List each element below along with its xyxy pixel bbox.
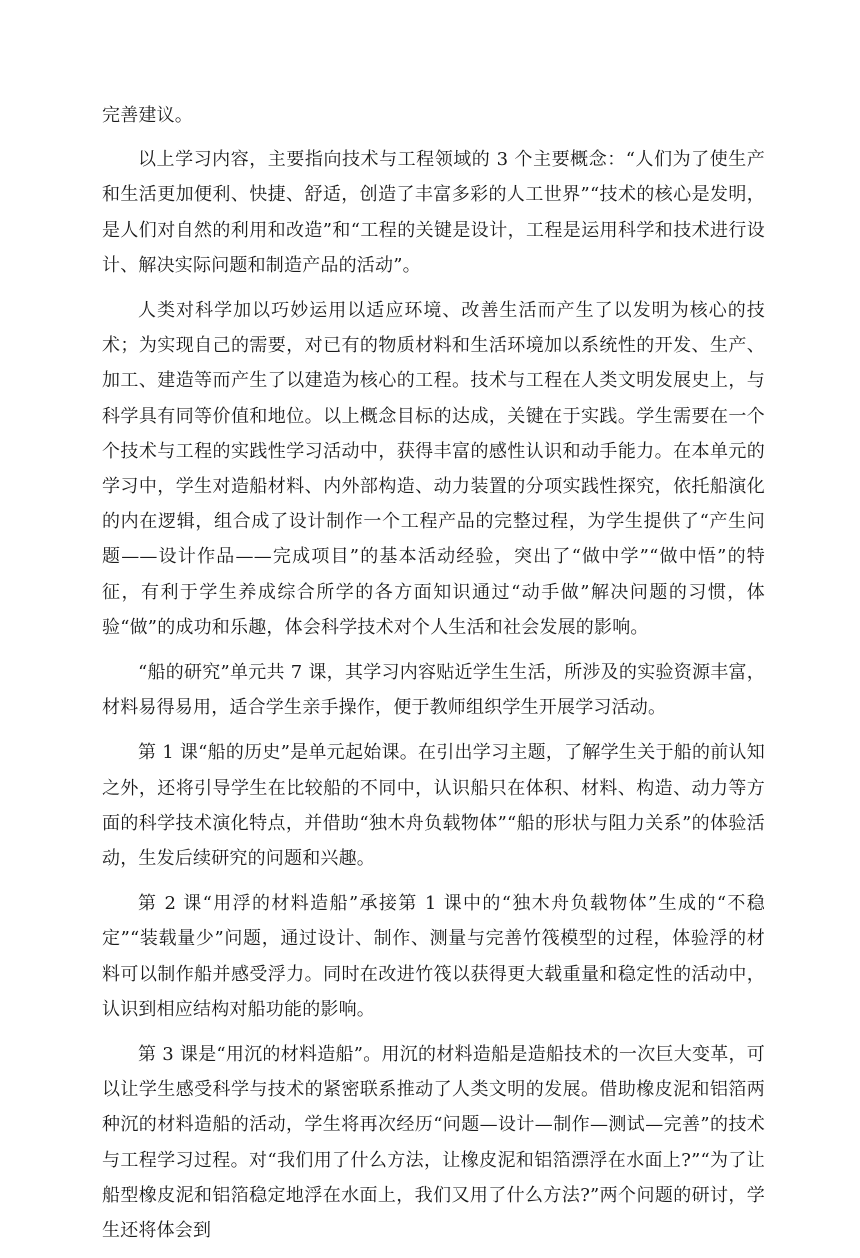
paragraph-lesson-3: 第 3 课是“用沉的材料造船”。用沉的材料造船是造船技术的一次巨大变革，可以让学生感受科学与技术的紧密联系推动了人类文明的发展。借助橡皮泥和铝箔两种沉的材料造船的活动，学生将再次经历“问题—设计—制作—测试—完善”的技术与工程学习过程。对“我们用了什么方法，让橡皮泥和铝箔漂浮在水面上?”“为了让船型橡皮泥和铝箔稳定地浮在水面上，我们又用了什么方法?”两个问题的研讨，学生还将体会到 <box>102 1044 765 1242</box>
paragraph-lesson-1: 第 1 课“船的历史”是单元起始课。在引出学习主题，了解学生关于船的前认知之外，还将引导学生在比较船的不同中，认识船只在体积、材料、构造、动力等方面的科学技术演化特点，并借助“独木舟负载物体”“船的形状与阻力关系”的体验活动，生发后续研究的问题和兴趣。 <box>102 742 765 870</box>
document-page <box>102 98 765 1258</box>
paragraph-continuation: 完善建议。 <box>102 105 193 126</box>
paragraph-concepts: 以上学习内容，主要指向技术与工程领域的 3 个主要概念：“人们为了使生产和生活更加便利、快捷、舒适，创造了丰富多彩的人工世界”“技术的核心是发明，是人们对自然的利用和改造”和“工程的关键是设计，工程是运用科学和技术进行设计、解决实际问题和制造产品的活动”。 <box>102 149 765 276</box>
paragraph-unit-overview: “船的研究”单元共 7 课，其学习内容贴近学生生活，所涉及的实验资源丰富，材料易得易用，适合学生亲手操作，便于教师组织学生开展学习活动。 <box>102 662 765 719</box>
paragraph-lesson-2: 第 2 课“用浮的材料造船”承接第 1 课中的“独木舟负载物体”生成的“不稳定”“装载量少”问题，通过设计、制作、测量与完善竹筏模型的过程，体验浮的材料可以制作船并感受浮力。同时在改进竹筏以获得更大载重量和稳定性的活动中，认识到相应结构对船功能的影响。 <box>102 893 765 1020</box>
paragraph-technology-engineering: 人类对科学加以巧妙运用以适应环境、改善生活而产生了以发明为核心的技术；为实现自己的需要，对已有的物质材料和生活环境加以系统性的开发、生产、加工、建造等而产生了以建造为核心的工程。技术与工程在人类文明发展史上，与科学具有同等价值和地位。以上概念目标的达成，关键在于实践。学生需要在一个个技术与工程的实践性学习活动中，获得丰富的感性认识和动手能力。在本单元的学习中，学生对造船材料、内外部构造、动力装置的分项实践性探究，依托船演化的内在逻辑，组合成了设计制作一个工程产品的完整过程，为学生提供了“产生问题——设计作品——完成项目”的基本活动经验，突出了“做中学”“做中悟”的特征，有利于学生养成综合所学的各方面知识通过“动手做”解决问题的习惯，体验“做”的成功和乐趣，体会科学技术对个人生活和社会发展的影响。 <box>102 300 765 638</box>
